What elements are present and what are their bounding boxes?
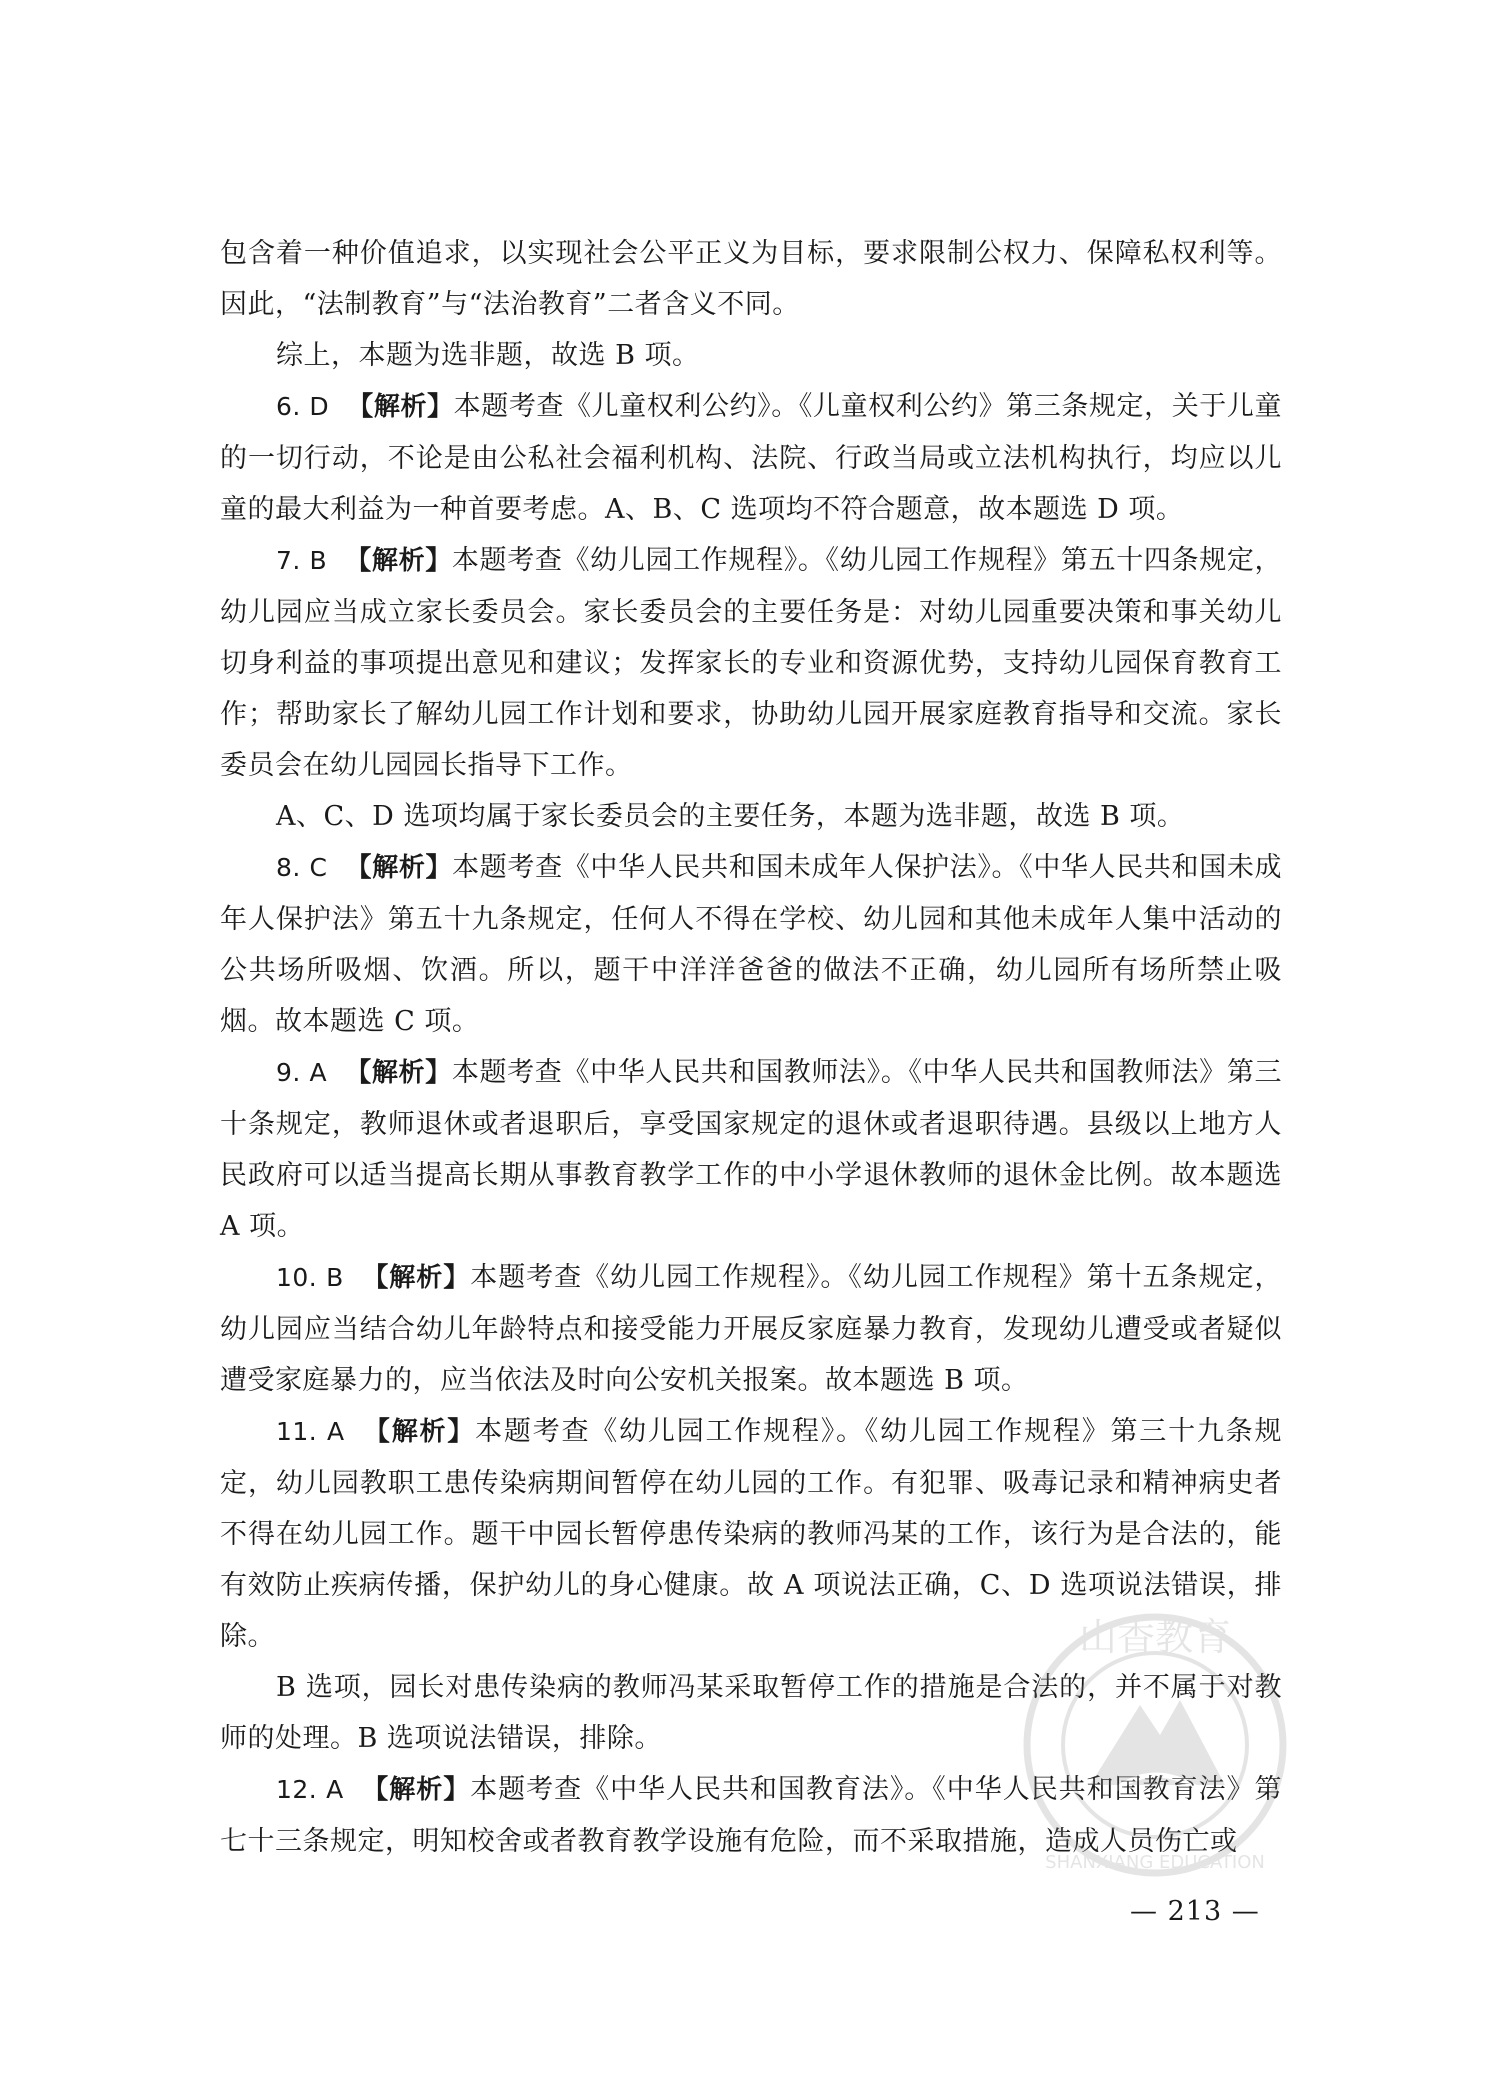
paragraph-text: 本题考查《中华人民共和国未成年人保护法》。《中华人民共和国未成年人保护法》第五十九条规定，任何人不得在学校、幼儿园和其他未成年人集中活动的公共场所吸烟、饮酒。所以，题干中洋洋爸爸的做法不正确，幼儿园所有场所禁止吸烟。故本题选 C 项。 (220, 852, 1282, 1037)
question-number: 9. A (276, 1058, 328, 1087)
question-number: 8. C (276, 853, 328, 882)
paragraph-text: 包含着一种价值追求，以实现社会公平正义为目标，要求限制公权力、保障私权利等。因此，“法制教育”与“法治教育”二者含义不同。 (220, 238, 1282, 320)
question-number: 10. B (276, 1263, 344, 1292)
question-number: 12. A (276, 1775, 344, 1804)
paragraph (220, 1662, 1282, 1764)
page-body (220, 228, 1282, 1867)
paragraph (220, 381, 1282, 535)
paragraph-text: 本题考查《中华人民共和国教师法》。《中华人民共和国教师法》第三十条规定，教师退休或者退职后，享受国家规定的退休或者退职待遇。县级以上地方人民政府可以适当提高长期从事教育教学工作的中小学退休教师的退休金比例。故本题选 A 项。 (220, 1057, 1282, 1242)
analysis-tag: 【解析】 (345, 1058, 452, 1088)
paragraph (220, 791, 1282, 842)
paragraph-text: B 选项，园长对患传染病的教师冯某采取暂停工作的措施是合法的，并不属于对教师的处理。B 选项说法错误，排除。 (220, 1672, 1282, 1754)
paragraph-text: 本题考查《幼儿园工作规程》。《幼儿园工作规程》第三十九条规定，幼儿园教职工患传染病期间暂停在幼儿园的工作。有犯罪、吸毒记录和精神病史者不得在幼儿园工作。题干中园长暂停患传染病的教师冯某的工作，该行为是合法的，能有效防止疾病传播，保护幼儿的身心健康。故 A 项说法正确，C、D 选项说法错误，排除。 (220, 1416, 1282, 1652)
question-number: 6. D (276, 392, 330, 421)
question-number: 11. A (276, 1417, 345, 1446)
paragraph-text: 本题考查《中华人民共和国教育法》。《中华人民共和国教育法》第七十三条规定，明知校舍或者教育教学设施有危险，而不采取措施，造成人员伤亡或 (220, 1774, 1282, 1857)
svg-text:SHANXIANG EDUCATION: SHANXIANG EDUCATION (1045, 1852, 1265, 1873)
question-number: 7. B (276, 546, 328, 575)
paragraph-text: 本题考查《幼儿园工作规程》。《幼儿园工作规程》第十五条规定，幼儿园应当结合幼儿年龄特点和接受能力开展反家庭暴力教育，发现幼儿遭受或者疑似遭受家庭暴力的，应当依法及时向公安机关报案。故本题选 B 项。 (220, 1262, 1283, 1396)
paragraph (220, 1406, 1282, 1662)
analysis-tag: 【解析】 (361, 1775, 471, 1805)
paragraph-text: 本题考查《儿童权利公约》。《儿童权利公约》第三条规定，关于儿童的一切行动，不论是由公私社会福利机构、法院、行政当局或立法机构执行，均应以儿童的最大利益为一种首要考虑。A、B、C 选项均不符合题意，故本题选 D 项。 (220, 391, 1282, 525)
paragraph-text: 综上，本题为选非题，故选 B 项。 (276, 340, 700, 371)
page-number: — 213 — (1130, 1896, 1260, 1927)
analysis-tag: 【解析】 (347, 392, 454, 422)
analysis-tag: 【解析】 (345, 853, 453, 883)
analysis-tag: 【解析】 (362, 1417, 476, 1447)
paragraph-text: 本题考查《幼儿园工作规程》。《幼儿园工作规程》第五十四条规定，幼儿园应当成立家长委员会。家长委员会的主要任务是：对幼儿园重要决策和事关幼儿切身利益的事项提出意见和建议；发挥家长的专业和资源优势，支持幼儿园保育教育工作；帮助家长了解幼儿园工作计划和要求，协助幼儿园开展家庭教育指导和交流。家长委员会在幼儿园园长指导下工作。 (220, 545, 1282, 781)
paragraph (220, 1047, 1282, 1252)
paragraph (220, 1252, 1282, 1406)
paragraph (220, 1764, 1282, 1867)
paragraph (220, 535, 1282, 791)
analysis-tag: 【解析】 (361, 1263, 471, 1293)
paragraph (220, 330, 1282, 381)
paragraph (220, 228, 1282, 330)
analysis-tag: 【解析】 (345, 546, 452, 576)
paragraph-text: A、C、D 选项均属于家长委员会的主要任务，本题为选非题，故选 B 项。 (276, 801, 1185, 832)
paragraph (220, 842, 1282, 1047)
svg-text:山香教育: 山香教育 (1078, 1615, 1232, 1659)
